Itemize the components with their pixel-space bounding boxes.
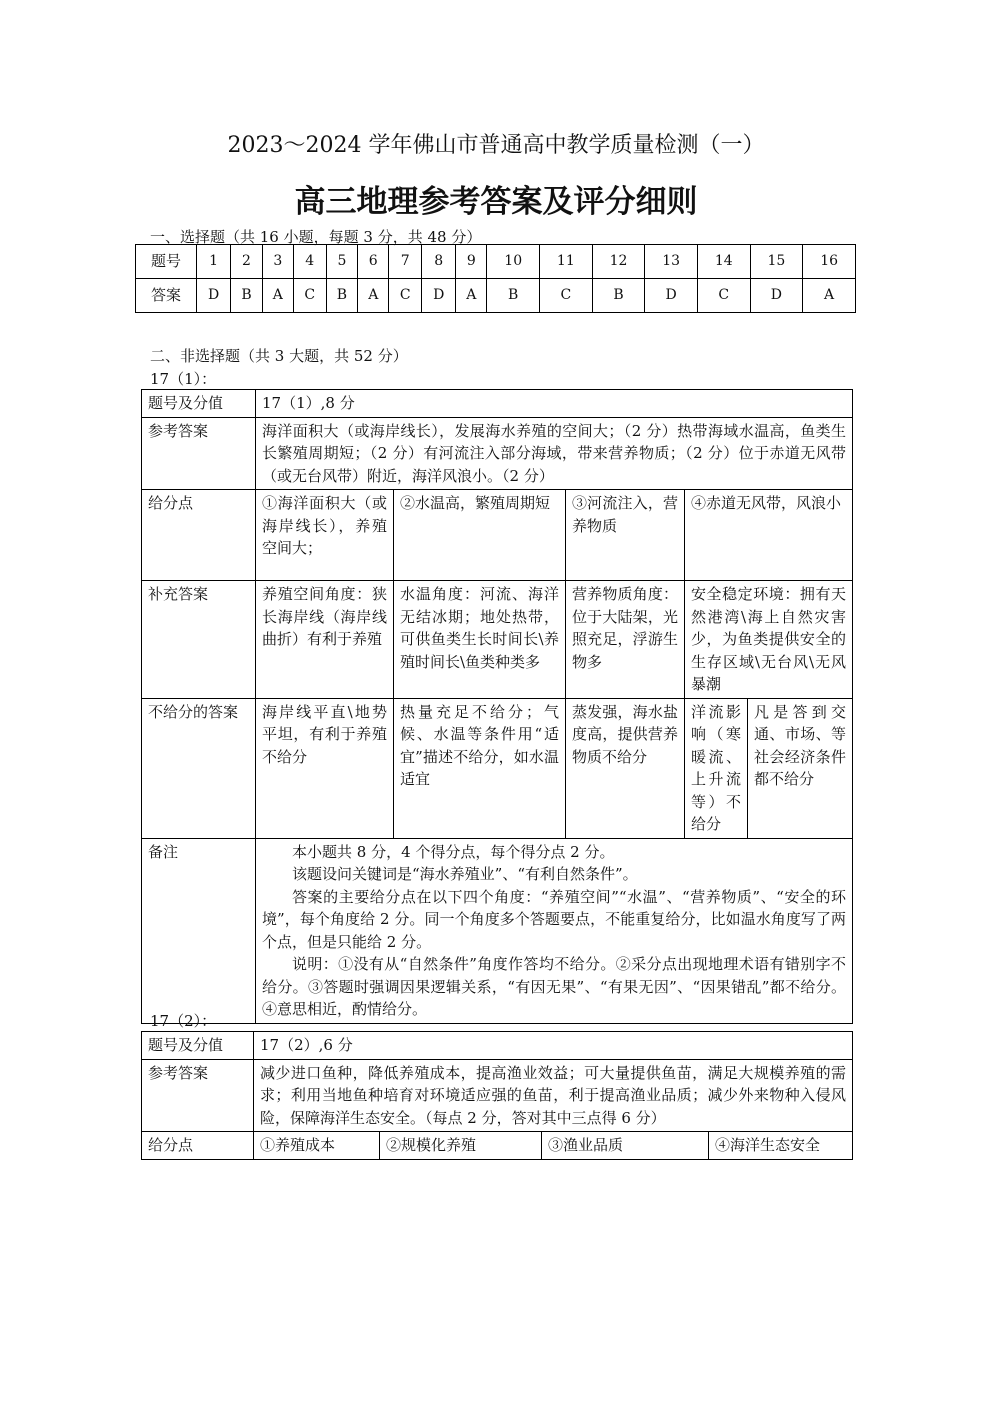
supp-cell: 养殖空间角度：狭长海岸线（海岸线曲折）有利于养殖 [256,581,394,699]
point-cell: ②规模化养殖 [380,1132,542,1160]
multiple-choice-table [135,244,856,313]
question-number: 4 [293,245,326,279]
score-value: 17（2）,6 分 [254,1032,853,1060]
question-number: 14 [697,245,750,279]
table-row [142,1032,853,1060]
answer-cell: A [358,279,389,313]
supp-cell: 营养物质角度：位于大陆架，光照充足，浮游生物多 [566,581,685,699]
question-number: 12 [592,245,645,279]
question-number: 2 [231,245,263,279]
nopts-cell: 热量充足不给分；气候、水温等条件用“适宜”描述不给分，如水温适宜 [394,698,566,838]
question-number: 9 [456,245,487,279]
nopts-cell: 海岸线平直\地势平坦，有利于养殖不给分 [256,698,394,838]
table-row [142,390,853,418]
q17-1-table [141,389,853,1024]
notes-cell [256,838,853,1023]
supp-cell: 安全稳定环境：拥有天然港湾\海上自然灾害少，为鱼类提供安全的生存区域\无台风\无风暴潮 [685,581,853,699]
row-label: 题号 [136,245,197,279]
section2-heading: 二、非选择题（共 3 大题，共 52 分） [150,347,408,365]
note-line: 该题设问关键词是“海水养殖业”、“有利自然条件”。 [292,865,638,883]
page-subtitle: 高三地理参考答案及评分细则 [294,184,698,220]
point-cell: ③渔业品质 [542,1132,709,1160]
answer-cell: B [592,279,645,313]
point-cell: ④海洋生态安全 [709,1132,853,1160]
section1-heading: 一、选择题（共 16 小题，每题 3 分，共 48 分） [150,228,482,246]
point-cell: ②水温高，繁殖周期短 [394,490,566,581]
answer-cell: B [487,279,540,313]
point-cell: ①养殖成本 [254,1132,380,1160]
answer-cell: C [389,279,422,313]
q17-2-label: 17（2）： [150,1012,217,1030]
table-row [142,581,853,699]
table-row [142,698,853,838]
point-cell: ③河流注入，营养物质 [566,490,685,581]
supp-label: 补充答案 [142,581,256,699]
answer-cell: C [540,279,593,313]
q17-2-table [141,1031,853,1160]
score-label: 题号及分值 [142,1032,254,1060]
ref-answer: 减少进口鱼种，降低养殖成本，提高渔业效益；可大量提供鱼苗，满足大规模养殖的需求；利用当地鱼种培育对环境适应强的鱼苗，利于提高渔业品质；减少外来物种入侵风险，保障海洋生态安全。（每点 2 分，答对其中三点得 6 分） [254,1059,853,1132]
points-label: 给分点 [142,1132,254,1160]
answer-cell: B [231,279,263,313]
note-label: 备注 [142,838,256,1023]
nopts-cell: 蒸发强，海水盐度高，提供营养物质不给分 [566,698,685,838]
question-number: 1 [197,245,231,279]
answer-cell: D [197,279,231,313]
question-number: 8 [422,245,456,279]
table-row [142,490,853,581]
note-line: 答案的主要给分点在以下四个角度：“养殖空间”“水温”、“营养物质”、“安全的环境”，每个角度给 2 分。同一个角度多个答题要点，不能重复给分，比如温水角度写了两个点，但是只能给 2 分。 [262,887,847,951]
answer-cell: D [750,279,803,313]
table-row [142,1059,853,1132]
question-number: 6 [358,245,389,279]
note-line: 说明：①没有从“自然条件”角度作答均不给分。②采分点出现地理术语有错别字不给分。③答题时强调因果逻辑关系，“有因无果”、“有果无因”、“因果错乱”都不给分。④意思相近，酌情给分。 [262,955,847,1018]
point-cell: ①海洋面积大（或海岸线长），养殖空间大； [256,490,394,581]
nopts-label: 不给分的答案 [142,698,256,838]
question-number: 7 [389,245,422,279]
table-row [142,417,853,490]
nopts-cell: 凡是答到交通、市场、等社会经济条件都不给分 [748,698,853,838]
table-row [136,245,856,279]
nopts-cell: 洋流影响（寒暖流、上升流等）不给分 [685,698,748,838]
question-number: 15 [750,245,803,279]
q17-1-label: 17（1）： [150,370,217,388]
table-row [142,838,853,1023]
answer-cell: B [326,279,358,313]
row-label: 答案 [136,279,197,313]
points-label: 给分点 [142,490,256,581]
answer-cell: A [456,279,487,313]
answer-cell: D [645,279,698,313]
question-number: 3 [262,245,293,279]
table-row [142,1132,853,1160]
answer-cell: C [293,279,326,313]
question-number: 11 [540,245,593,279]
answer-cell: C [697,279,750,313]
question-number: 10 [487,245,540,279]
question-number: 5 [326,245,358,279]
answer-cell: A [803,279,856,313]
score-value: 17（1）,8 分 [256,390,853,418]
answer-cell: D [422,279,456,313]
point-cell: ④赤道无风带，风浪小 [685,490,853,581]
score-label: 题号及分值 [142,390,256,418]
supp-cell: 水温角度：河流、海洋无结冰期；地处热带，可供鱼类生长时间长\养殖时间长\鱼类种类多 [394,581,566,699]
question-number: 16 [803,245,856,279]
ref-label: 参考答案 [142,417,256,490]
table-row [136,279,856,313]
page-title: 2023～2024 学年佛山市普通高中教学质量检测（一） [227,133,765,158]
note-line: 本小题共 8 分，4 个得分点，每个得分点 2 分。 [292,842,615,861]
ref-answer: 海洋面积大（或海岸线长），发展海水养殖的空间大；（2 分）热带海域水温高，鱼类生长繁殖周期短；（2 分）有河流注入部分海域，带来营养物质；（2 分）位于赤道无风带（或无台风带）附近，海洋风浪小。（2 分） [256,417,853,490]
ref-label: 参考答案 [142,1059,254,1132]
answer-cell: A [262,279,293,313]
question-number: 13 [645,245,698,279]
